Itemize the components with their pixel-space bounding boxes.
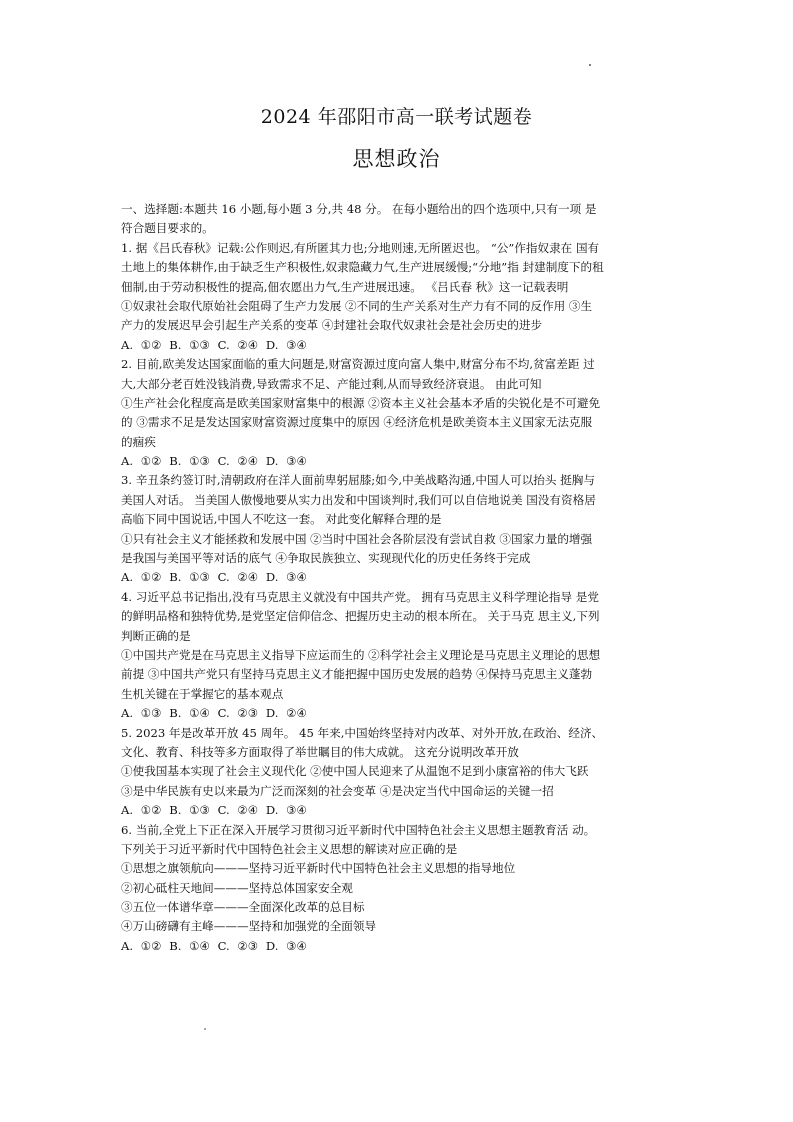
question-6-stem: 下列关于习近平新时代中国特色社会主义思想的解读对应正确的是	[121, 841, 458, 856]
question-4-stem: 4. 习近平总书记指出,没有马克思主义就没有中国共产党。 拥有马克思主义科学理论指导 是党	[121, 589, 599, 604]
exam-title: 2024 年邵阳市高一联考试题卷	[260, 106, 533, 128]
question-5-options: A. ①② B. ①③ C. ②④ D. ③④	[121, 803, 307, 818]
question-6-statement: ①思想之旗领航向———坚持习近平新时代中国特色社会主义思想的指导地位	[121, 861, 516, 876]
question-4-stem: 的鲜明品格和独特优势,是党坚定信仰信念、把握历史主动的根本所在。 关于马克 思主义,下列	[121, 609, 600, 624]
question-2-options: A. ①② B. ①③ C. ②④ D. ③④	[121, 454, 307, 469]
scan-speck	[589, 64, 591, 66]
question-1-stem: 土地上的集体耕作,由于缺乏生产积极性,奴隶隐藏力气,生产进展缓慢;“分地”指 封建制度下的租	[121, 260, 604, 275]
question-6-stem: 6. 当前,全党上下正在深入开展学习贯彻习近平新时代中国特色社会主义思想主题教育活 动。	[121, 822, 596, 837]
question-2-statements: 的痼疾	[121, 434, 156, 449]
scan-speck	[204, 1028, 206, 1030]
question-3-stem: 高临下同中国说话,中国人不吃这一套。 对此变化解释合理的是	[121, 512, 442, 527]
section-instruction: 一、选择题:本题共 16 小题,每小题 3 分,共 48 分。 在每小题给出的四个选项中,只有一项 是	[121, 202, 597, 216]
question-1-options: A. ①② B. ①③ C. ②④ D. ③④	[121, 337, 307, 352]
question-5-stem: 5. 2023 年是改革开放 45 周年。 45 年来,中国始终坚持对内改革、对外开放,在政治、经济、	[121, 725, 604, 740]
question-3-statements: ①只有社会主义才能拯救和发展中国 ②当时中国社会各阶层没有尝试自救 ③国家力量的增强	[121, 531, 593, 546]
section-instruction: 符合题目要求的。	[121, 221, 214, 236]
question-6-statement: ④万山磅礴有主峰———坚持和加强党的全面领导	[121, 919, 377, 934]
question-1-statements: 产力的发展迟早会引起生产关系的变革 ④封建社会取代奴隶社会是社会历史的进步	[121, 318, 543, 333]
question-5-statements: ③是中华民族有史以来最为广泛而深刻的社会变革 ④是决定当代中国命运的关键一招	[121, 783, 554, 798]
question-6-options: A. ①② B. ①④ C. ②③ D. ③④	[121, 938, 307, 953]
question-4-stem: 判断正确的是	[121, 628, 191, 643]
question-3-statements: 是我国与美国平等对话的底气 ④争取民族独立、实现现代化的历史任务终于完成	[121, 551, 531, 566]
question-2-stem: 2. 目前,欧美发达国家面临的重大问题是,财富资源过度向富人集中,财富分布不均,贫富差距 过	[121, 357, 595, 372]
question-1-stem: 佃制,由于劳动积极性的提高,佃农愿出力气,生产进展迅速。 《吕氏春 秋》这一记载表明	[121, 279, 569, 294]
question-body	[121, 200, 677, 956]
question-1-stem: 1. 据《吕氏春秋》记载:公作则迟,有所匿其力也;分地则速,无所匿迟也。 “公”作指奴隶在 国有	[121, 240, 600, 255]
question-3-stem: 美国人对话。 当美国人傲慢地要从实力出发和中国谈判时,我们可以自信地说美 国没有资格居	[121, 492, 596, 507]
question-5-stem: 文化、教育、科技等多方面取得了举世瞩目的伟大成就。 这充分说明改革开放	[121, 744, 519, 759]
subject-title: 思想政治	[352, 147, 441, 171]
question-5-statements: ①使我国基本实现了社会主义现代化 ②使中国人民迎来了从温饱不足到小康富裕的伟大飞跃	[121, 764, 589, 779]
question-6-statement: ③五位一体谱华章———全面深化改革的总目标	[121, 900, 365, 915]
question-2-statements: ①生产社会化程度高是欧美国家财富集中的根源 ②资本主义社会基本矛盾的尖锐化是不可避免	[121, 395, 601, 410]
question-2-statements: 的 ③需求不足是发达国家财富资源过度集中的原因 ④经济危机是欧美资本主义国家无法克服	[121, 415, 593, 430]
question-4-statements: 生机关键在于掌握它的基本观点	[121, 686, 284, 701]
question-3-options: A. ①② B. ①③ C. ②④ D. ③④	[121, 570, 307, 585]
question-4-options: A. ①③ B. ①④ C. ②③ D. ②④	[121, 706, 307, 721]
question-6-statement: ②初心砥柱天地间———坚持总体国家安全观	[121, 880, 353, 895]
question-3-stem: 3. 辛丑条约签订时,清朝政府在洋人面前卑躬屈膝;如今,中美战略沟通,中国人可以抬头 挺胸与	[121, 473, 595, 488]
question-4-statements: ①中国共产党是在马克思主义指导下应运而生的 ②科学社会主义理论是马克思主义理论的思想	[121, 647, 601, 662]
question-2-stem: 大,大部分老百姓没钱消费,导致需求不足、产能过剩,从而导致经济衰退。 由此可知	[121, 376, 542, 391]
question-1-statements: ①奴隶社会取代原始社会阻碍了生产力发展 ②不同的生产关系对生产力有不同的反作用 ③生	[121, 298, 593, 313]
question-4-statements: 前提 ③中国共产党只有坚持马克思主义才能把握中国历史发展的趋势 ④保持马克思主义蓬勃	[121, 667, 593, 682]
